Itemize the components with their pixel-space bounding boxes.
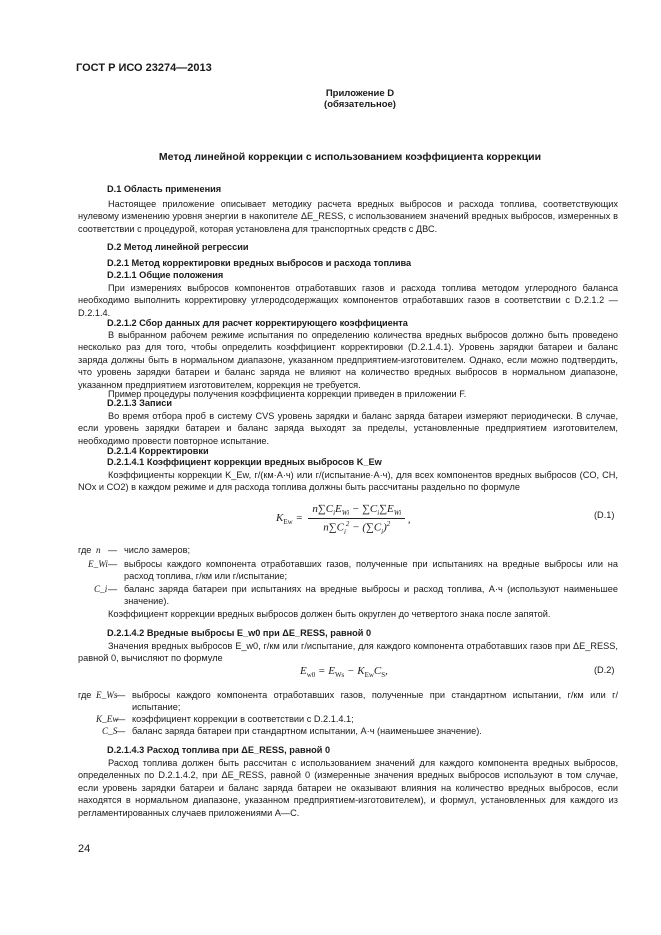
def-sym-ews: E_Ws bbox=[96, 690, 118, 700]
def-dash: — bbox=[108, 559, 118, 569]
def-sym-n: n bbox=[96, 545, 101, 555]
heading-d2: D.2 Метод линейной регрессии bbox=[107, 242, 249, 252]
def-sym-kew: K_Ew bbox=[96, 714, 119, 724]
page-number: 24 bbox=[78, 843, 91, 855]
heading-d214: D.2.1.4 Корректировки bbox=[107, 446, 209, 456]
paragraph-d213 bbox=[78, 410, 618, 447]
heading-d213: D.2.1.3 Записи bbox=[107, 398, 172, 408]
appendix-title: Приложение D bbox=[325, 88, 395, 99]
def-dash: — bbox=[116, 714, 126, 724]
formula-d1: $K_{Ew}$ = $\frac{n\sum C_iE_{Wi} - \sum C_i\sum E_{Wi}}{n\sum C_i^2 - (\sum C_i)^2}$ , bbox=[276, 503, 411, 537]
paragraph-d2141 bbox=[78, 469, 618, 494]
def-sym-ci: C_i bbox=[94, 584, 108, 594]
def-sym-cs: C_S bbox=[102, 726, 118, 736]
paragraph-d212 bbox=[78, 329, 618, 391]
paragraph-d2141-note-text: Коэффициент коррекции вредных выбросов должен быть округлен до четвертого знака после запятой. bbox=[108, 609, 551, 619]
def-dash: — bbox=[116, 726, 126, 736]
paragraph-d2143-text: Расход топлива должен быть рассчитан с использованием значений для каждого компонента вредных выбросов, определенных по D.2.1.4.2, при ΔE_RESS, равной 0 (измеренные значения вредных выбросов используют в том случае, если уровень зарядки батареи и баланс заряда батареи не оказывают влияния на количество вредных выбросов, если находятся в нормальном диапазоне, указанном предприятием-изготовителем), и формул, установленных для каждого из регламентированных случаев приложениями А—С. bbox=[78, 758, 618, 818]
heading-d2143: D.2.1.4.3 Расход топлива при ΔE_RESS, равной 0 bbox=[107, 745, 331, 755]
heading-d211: D.2.1.1 Общие положения bbox=[107, 270, 224, 280]
paragraph-d1 bbox=[78, 198, 618, 235]
paragraph-d211 bbox=[78, 282, 618, 319]
def-dash: — bbox=[108, 545, 118, 555]
heading-d2142: D.2.1.4.2 Вредные выбросы E_w0 при ΔE_RESS, равной 0 bbox=[107, 628, 372, 638]
paragraph-d2142 bbox=[78, 640, 618, 665]
formula-d2: $E_{w0} = E_{Ws} - K_{Ew}C_S$, bbox=[300, 665, 388, 680]
heading-d212: D.2.1.2 Сбор данных для расчет корректирующего коэффициента bbox=[107, 318, 408, 328]
paragraph-d2143 bbox=[78, 757, 618, 819]
def-sym-ewi: E_Wi bbox=[88, 559, 108, 569]
paragraph-d2141-text: Коэффициенты коррекции K_Ew, г/(км·А·ч) или г/(испытание·А·ч), для всех компонентов вредных выбросов (CO, CH, NOx и CO2) в каждом режиме и для расхода топлива должны быть рассчитаны раздельно по формуле bbox=[78, 470, 618, 493]
def-text-n: число замеров; bbox=[124, 545, 191, 555]
def-text-kew: коэффициент коррекции в соответствии с D.2.1.4.1; bbox=[132, 714, 354, 724]
eq-number-d2: (D.2) bbox=[594, 665, 615, 675]
eq-number-d1: (D.1) bbox=[594, 510, 615, 520]
def-dash: — bbox=[116, 690, 126, 700]
def-text-ews: выбросы каждого компонента отработавших газов, полученные при стандартном испытании, г/км или г/испытание; bbox=[132, 690, 618, 713]
heading-d1: D.1 Область применения bbox=[107, 184, 222, 194]
where-label-d1: где bbox=[78, 545, 92, 555]
def-dash: — bbox=[108, 584, 118, 594]
paragraph-d2142-text: Значения вредных выбросов E_w0, г/км или г/испытание, для каждого компонента отработавших газов при ΔE_RESS, равной 0, вычисляют по формуле bbox=[78, 641, 618, 664]
where-label-d2: где bbox=[78, 690, 92, 700]
paragraph-d212-text: В выбранном рабочем режиме испытания по определению количества вредных выбросов должно быть проведено несколько раз для того, чтобы определить коэффициент корректировки (D.2.1.4.1). Уровень зарядки батареи и баланс заряда должны быть в нормальном диапазоне, указанном предприятием-изготовителем. Однако, если можно подтвердить, что уровень зарядки батареи и баланс заряда не влияют на количество вредных выбросов в нормальном диапазоне, указанном предприятием изготовителем, коррекция не требуется. bbox=[78, 330, 618, 390]
main-title: Метод линейной коррекции с использованием коэффициента коррекции bbox=[158, 151, 542, 163]
paragraph-d213-text: Во время отбора проб в систему CVS уровень зарядки и баланс заряда батареи измеряют периодически. В случае, если уровень зарядки батареи и баланс заряда выходят за пределы, установленные предприятием изготовителем, необходимо провести повторное испытание. bbox=[78, 411, 618, 446]
heading-d21: D.2.1 Метод корректировки вредных выбросов и расхода топлива bbox=[107, 258, 412, 268]
paragraph-d2141-note bbox=[78, 608, 618, 620]
heading-d2141: D.2.1.4.1 Коэффициент коррекции вредных выбросов K_Ew bbox=[107, 457, 382, 467]
def-text-ci: баланс заряда батареи при испытаниях на вредные выбросы и расход топлива, А·ч (используют наименьшее значение). bbox=[124, 584, 618, 607]
paragraph-d1-text: Настоящее приложение описывает методику расчета вредных выбросов и расхода топлива, соответствующих нулевому изменению уровня энергии в накопителе ΔE_RESS, с использованием значений вредных выбросов, измеренных в соответствии с процедурой, которая установлена для транспортных средств с ДВС. bbox=[78, 199, 618, 234]
appendix-status: (обязательное) bbox=[324, 99, 396, 110]
paragraph-d211-text: При измерениях выбросов компонентов отработавших газов и расхода топлива методом углеродного баланса необходимо выполнить корректировку углеродсодержащих компонентов отработавших газов в соответствии с D.2.1.2 — D.2.1.4. bbox=[78, 283, 618, 318]
def-text-cs: баланс заряда батареи при стандартном испытании, А·ч (наименьшее значение). bbox=[132, 726, 482, 736]
standard-designation: ГОСТ Р ИСО 23274—2013 bbox=[76, 62, 212, 74]
def-text-ewi: выбросы каждого компонента отработавших газов, полученные при испытаниях на вредные выбросы или на расход топлива, г/км или г/испытание; bbox=[124, 559, 618, 582]
paragraph-d212-example-text: Пример процедуры получения коэффициента коррекции приведен в приложении F. bbox=[108, 389, 467, 399]
